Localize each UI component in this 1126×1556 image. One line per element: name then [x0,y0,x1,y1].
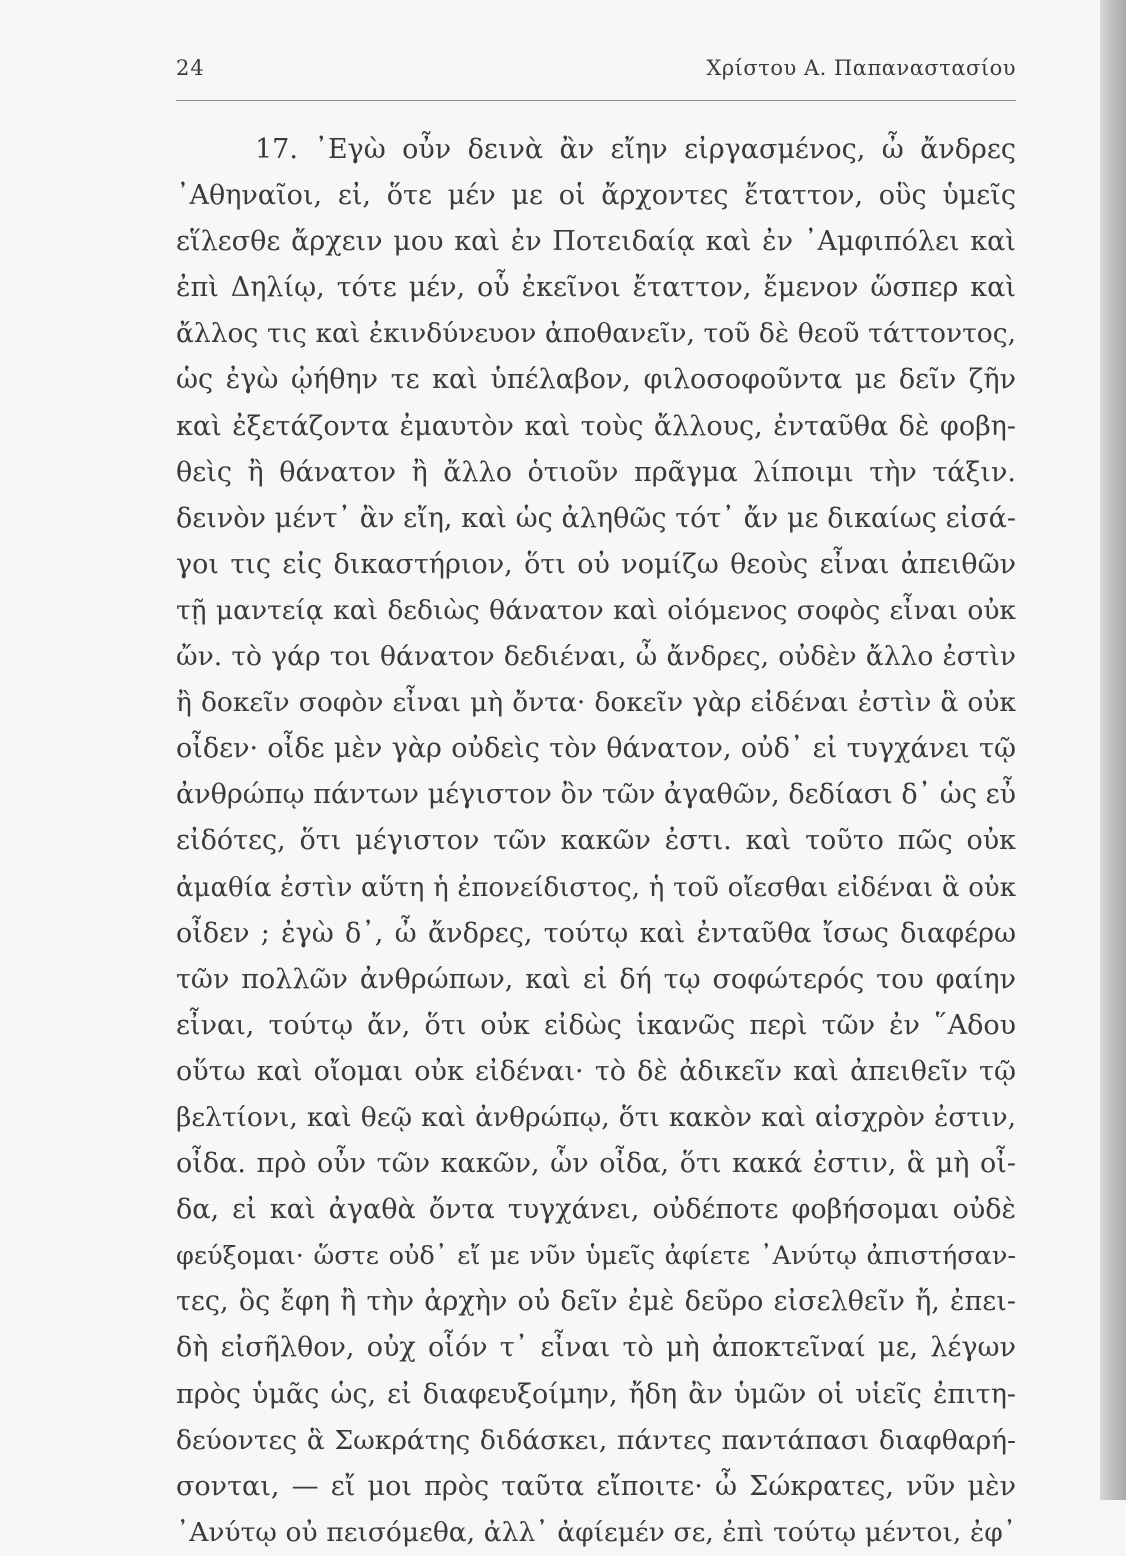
page-edge-shadow [1100,0,1126,1500]
text-line: ἀνθρώπῳ πάντων μέγιστον ὂν τῶν ἀγαθῶν, δεδίασι δ᾿ ὡς εὖ [176,779,1016,811]
text-line: φεύξομαι· ὥστε οὐδ᾿ εἴ με νῦν ὑμεῖς ἀφίετε ᾿Ανύτῳ ἀπιστήσαν- [176,1241,1016,1272]
text-line: 17. ᾿Εγὼ οὖν δεινὰ ἂν εἴην εἰργασμένος, ὦ ἄνδρες [255,134,1016,165]
text-line: ἢ δοκεῖν σοφὸν εἶναι μὴ ὄντα· δοκεῖν γὰρ εἰδέναι ἐστὶν ἃ οὐκ [176,687,1016,719]
text-line: καὶ ἐξετάζοντα ἐμαυτὸν καὶ τοὺς ἄλλους, ἐνταῦθα δὲ φοβη- [176,410,1016,442]
text-line: ὡς ἐγὼ ᾠήθην τε καὶ ὑπέλαβον, φιλοσοφοῦντα με δεῖν ζῆν [176,364,1016,396]
text-line: ἄλλος τις καὶ ἐκινδύνευον ἀποθανεῖν, τοῦ δὲ θεοῦ τάττοντος, [176,318,1016,350]
text-line: πρὸς ὑμᾶς ὡς, εἰ διαφευξοίμην, ἤδη ἂν ὑμῶν οἱ υἱεῖς ἐπιτη- [176,1378,1016,1410]
text-line: ἐπὶ Δηλίῳ, τότε μέν, οὗ ἐκεῖνοι ἔταττον, ἔμενον ὥσπερ καὶ [176,272,1016,304]
text-line: οἶδεν ; ἐγὼ δ᾿, ὦ ἄνδρες, τούτῳ καὶ ἐνταῦθα ἴσως διαφέρω [176,917,1016,949]
header-divider [176,100,1016,101]
text-line: τες, ὃς ἔφη ἢ τὴν ἀρχὴν οὐ δεῖν ἐμὲ δεῦρο εἰσελθεῖν ἤ, ἐπει- [176,1286,1016,1318]
text-line: θεὶς ἢ θάνατον ἢ ἄλλο ὁτιοῦν πρᾶγμα λίποιμι τὴν τάξιν. [176,456,1016,488]
running-title: Χρίστου Α. Παπαναστασίου [706,56,1016,80]
text-line: δα, εἰ καὶ ἀγαθὰ ὄντα τυγχάνει, οὐδέποτε φοβήσομαι οὐδὲ [176,1194,1016,1226]
text-line: οὕτω καὶ οἴομαι οὐκ εἰδέναι· τὸ δὲ ἀδικεῖν καὶ ἀπειθεῖν τῷ [176,1055,1016,1087]
text-line: τῶν πολλῶν ἀνθρώπων, καὶ εἰ δή τῳ σοφώτερός του φαίην [176,963,1016,995]
text-line: δεύοντες ἃ Σωκράτης διδάσκει, πάντες παντάπασι διαφθαρή- [176,1424,1016,1456]
text-line: σονται, — εἴ μοι πρὸς ταῦτα εἴποιτε· ὦ Σώκρατες, νῦν μὲν [176,1470,1016,1502]
text-line: βελτίονι, καὶ θεῷ καὶ ἀνθρώπῳ, ὅτι κακὸν καὶ αἰσχρὸν ἐστιν, [176,1101,1016,1133]
page-header [176,56,1016,92]
text-line: εἵλεσθε ἄρχειν μου καὶ ἐν Ποτειδαίᾳ καὶ ἐν ᾿Αμφιπόλει καὶ [176,226,1016,258]
text-line: γοι τις εἰς δικαστήριον, ὅτι οὐ νομίζω θεοὺς εἶναι ἀπειθῶν [176,548,1016,580]
text-line: εἶναι, τούτῳ ἄν, ὅτι οὐκ εἰδὼς ἱκανῶς περὶ τῶν ἐν ῞Αδου [176,1009,1016,1041]
text-line: ἀμαθία ἐστὶν αὕτη ἡ ἐπονείδιστος, ἡ τοῦ οἴεσθαι εἰδέναι ἃ οὐκ [176,872,1016,903]
text-line: εἰδότες, ὅτι μέγιστον τῶν κακῶν ἐστι. καὶ τοῦτο πῶς οὐκ [176,825,1016,857]
text-line: ᾿Αθηναῖοι, εἰ, ὅτε μέν με οἱ ἄρχοντες ἔταττον, οὓς ὑμεῖς [176,180,1016,212]
text-line: δὴ εἰσῆλθον, οὐχ οἷόν τ᾿ εἶναι τὸ μὴ ἀποκτεῖναί με, λέγων [176,1332,1016,1364]
body-text [176,127,1016,1556]
text-line: οἶδα. πρὸ οὖν τῶν κακῶν, ὧν οἶδα, ὅτι κακά ἐστιν, ἃ μὴ οἶ- [176,1148,1016,1180]
page-number: 24 [176,56,205,80]
text-line: ὤν. τὸ γάρ τοι θάνατον δεδιέναι, ὦ ἄνδρες, οὐδὲν ἄλλο ἐστὶν [176,641,1016,673]
text-line: οἶδεν· οἶδε μὲν γὰρ οὐδεὶς τὸν θάνατον, οὐδ᾿ εἰ τυγχάνει τῷ [176,733,1016,765]
text-line: δεινὸν μέντ᾿ ἂν εἴη, καὶ ὡς ἀληθῶς τότ᾿ ἄν με δικαίως εἰσά- [176,502,1016,534]
text-line: τῇ μαντείᾳ καὶ δεδιὼς θάνατον καὶ οἰόμενος σοφὸς εἶναι οὐκ [176,594,1016,626]
text-line: ᾿Ανύτῳ οὐ πεισόμεθα, ἀλλ᾿ ἀφίεμέν σε, ἐπὶ τούτῳ μέντοι, ἐφ᾿ [176,1516,1016,1548]
